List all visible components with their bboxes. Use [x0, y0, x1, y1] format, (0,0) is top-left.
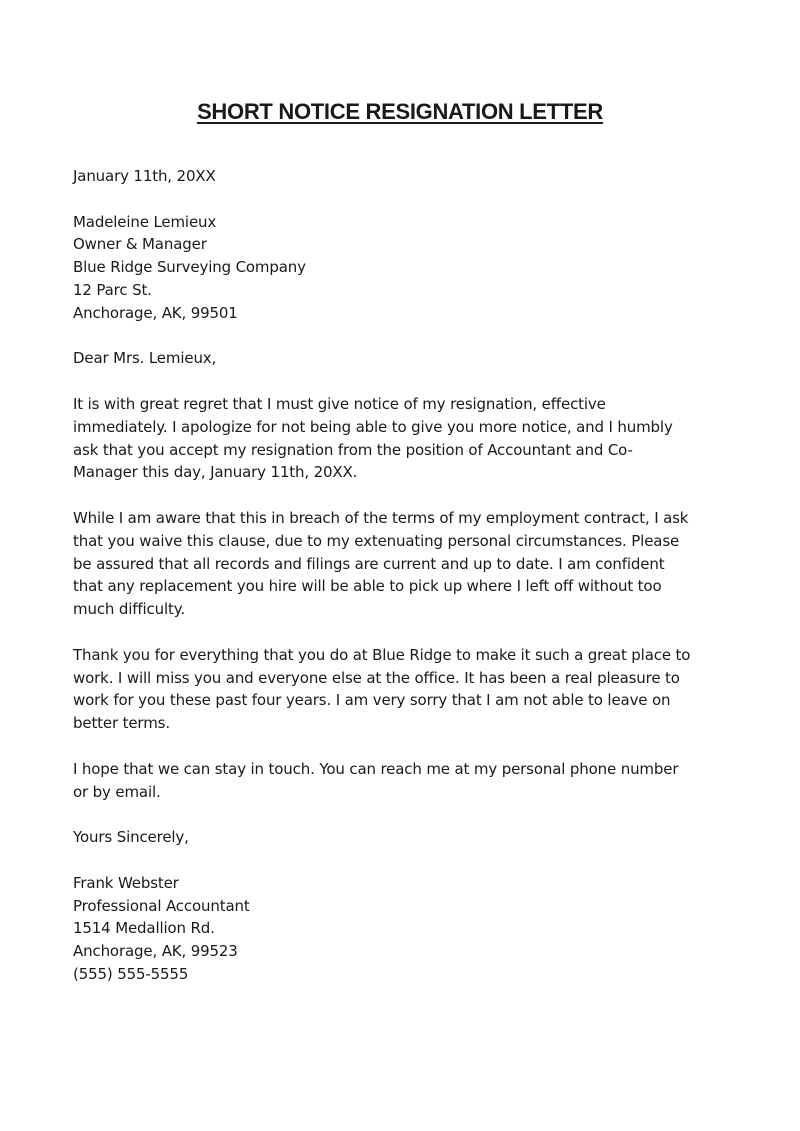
sender-signature-block — [73, 872, 733, 986]
paragraph-line: that you waive this clause, due to my extenuating personal circumstances. Please — [73, 531, 680, 550]
paragraph-line: better terms. — [73, 714, 170, 733]
recipient-company: Blue Ridge Surveying Company — [73, 258, 306, 277]
letter-body — [73, 165, 733, 986]
paragraph-line: be assured that all records and filings are current and up to date. I am confident — [73, 554, 665, 573]
paragraph-line: work for you these past four years. I am very sorry that I am not able to leave on — [73, 691, 671, 710]
paragraph-line: While I am aware that this in breach of the terms of my employment contract, I ask — [73, 508, 689, 527]
paragraph-line: or by email. — [73, 782, 161, 801]
paragraph-line: It is with great regret that I must give notice of my resignation, effective — [73, 394, 606, 413]
sender-phone: (555) 555-5555 — [73, 964, 189, 983]
paragraph-line: Thank you for everything that you do at Blue Ridge to make it such a great place to — [73, 645, 691, 664]
paragraph-line: I hope that we can stay in touch. You can reach me at my personal phone number — [73, 759, 679, 778]
paragraph-line: immediately. I apologize for not being able to give you more notice, and I humbly — [73, 417, 673, 436]
letter-title: SHORT NOTICE RESIGNATION LETTER — [197, 99, 603, 124]
paragraph-line: ask that you accept my resignation from the position of Accountant and Co- — [73, 440, 633, 459]
paragraph-line: that any replacement you hire will be able to pick up where I left off without too — [73, 577, 662, 596]
recipient-city: Anchorage, AK, 99501 — [73, 303, 238, 322]
paragraph-4 — [73, 758, 733, 804]
recipient-address — [73, 211, 733, 325]
paragraph-line: much difficulty. — [73, 600, 185, 619]
sender-name: Frank Webster — [73, 873, 179, 892]
recipient-role: Owner & Manager — [73, 235, 207, 254]
letter-date: January 11th, 20XX — [73, 167, 216, 185]
salutation: Dear Mrs. Lemieux, — [73, 349, 217, 368]
closing: Yours Sincerely, — [73, 828, 189, 847]
paragraph-2 — [73, 507, 733, 621]
paragraph-line: Manager this day, January 11th, 20XX. — [73, 463, 358, 482]
paragraph-1 — [73, 393, 733, 484]
sender-street: 1514 Medallion Rd. — [73, 919, 215, 938]
sender-city: Anchorage, AK, 99523 — [73, 942, 238, 961]
paragraph-line: work. I will miss you and everyone else at the office. It has been a real pleasure to — [73, 668, 680, 687]
recipient-name: Madeleine Lemieux — [73, 212, 217, 231]
sender-role: Professional Accountant — [73, 896, 250, 915]
recipient-street: 12 Parc St. — [73, 280, 152, 299]
paragraph-3 — [73, 644, 733, 735]
